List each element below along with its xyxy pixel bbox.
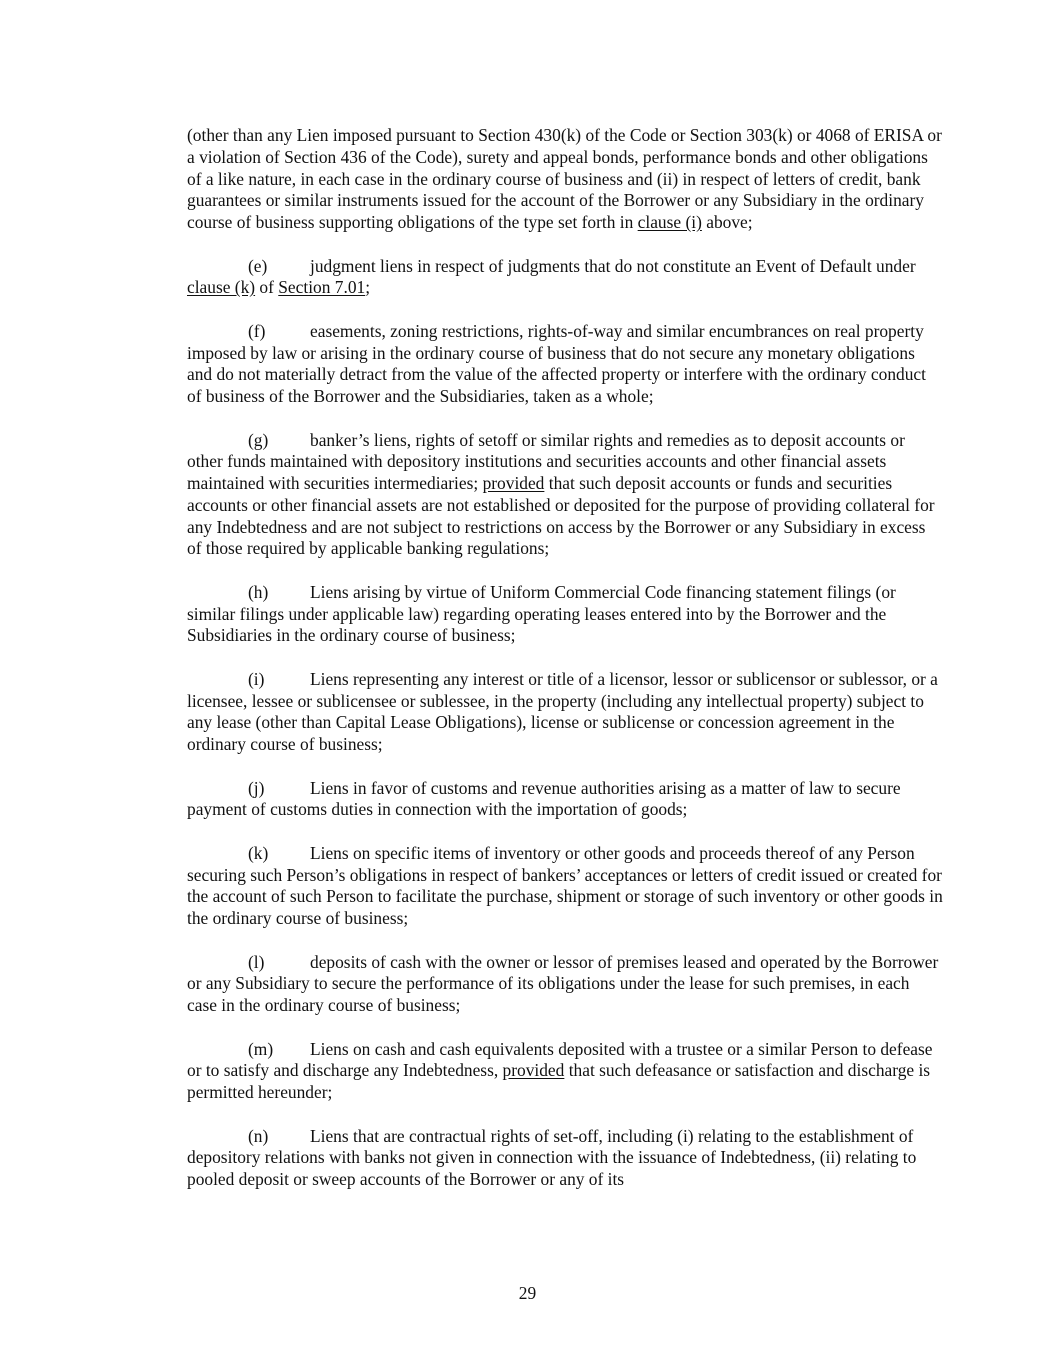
clause-g bbox=[187, 430, 943, 561]
clause-text: deposits of cash with the owner or lessor of premises leased and operated by the Borrower or any Subsidiary to secure the performance of its obligations under the lease for such premises, in each case in the ordinary course of business; bbox=[187, 951, 939, 1015]
continuation-text-1: (other than any Lien imposed pursuant to Section 430(k) of the Code or Section 303(k) or 4068 of ERISA or a violation of Section 436 of the Code), surety and appeal bonds, performance bonds and other obligations of a like nature, in each case in the ordinary course of business and (ii) in respect of letters of credit, bank guarantees or similar instruments issued for the account of the Borrower or any Subsidiary in the ordinary course of business supporting obligations of the type set forth in bbox=[187, 125, 942, 232]
document-body bbox=[187, 125, 943, 1191]
clause-h bbox=[187, 582, 943, 647]
clause-label: (j) bbox=[248, 777, 265, 798]
clause-j bbox=[187, 778, 943, 822]
clause-l bbox=[187, 952, 943, 1017]
clause-label: (f) bbox=[248, 320, 266, 341]
clause-label: (n) bbox=[248, 1125, 269, 1146]
clause-label: (e) bbox=[248, 255, 268, 276]
clause-e bbox=[187, 256, 943, 300]
clause-label: (i) bbox=[248, 668, 265, 689]
clause-k bbox=[187, 843, 943, 930]
clause-text: ; bbox=[365, 277, 371, 298]
section-7-01-reference: Section 7.01 bbox=[278, 277, 366, 298]
clause-text: Liens that are contractual rights of set-off, including (i) relating to the establishment of depository relations with banks not given in connection with the issuance of Indebtedness, (ii) relating to pooled deposit or sweep accounts of the Borrower or any of its bbox=[187, 1125, 917, 1189]
clause-text: of bbox=[255, 277, 279, 298]
continuation-text-2: above; bbox=[701, 212, 753, 232]
clause-k-reference: clause (k) bbox=[187, 277, 256, 298]
clause-label: (m) bbox=[248, 1038, 274, 1059]
clause-text: that such deposit accounts or funds and securities accounts or other financial assets are not established or deposited for the purpose of providing collateral for any Indebtedness and are not subject to restrictions on access by the Borrower or any Subsidiary in excess of those required by applicable banking regulations; bbox=[187, 473, 935, 559]
clause-text: that such defeasance or satisfaction and discharge is permitted hereunder; bbox=[187, 1060, 931, 1102]
continuation-paragraph bbox=[187, 125, 943, 234]
clause-i-reference: clause (i) bbox=[637, 212, 702, 232]
provided-term: provided bbox=[502, 1060, 565, 1081]
clause-label: (h) bbox=[248, 581, 269, 602]
clause-i bbox=[187, 669, 943, 756]
clause-text: judgment liens in respect of judgments that do not constitute an Event of Default under bbox=[310, 255, 916, 276]
clause-text: Liens on specific items of inventory or other goods and proceeds thereof of any Person securing such Person’s obligations in respect of bankers’ acceptances or letters of credit issued or created for the account of such Person to facilitate the purchase, shipment or storage of such inventory or other goods in the ordinary course of business; bbox=[187, 842, 943, 928]
provided-term: provided bbox=[482, 473, 545, 493]
clause-text: Liens on cash and cash equivalents deposited with a trustee or a similar Person to defease or to satisfy and discharge any Indebtedness, bbox=[187, 1038, 933, 1081]
clause-m bbox=[187, 1039, 943, 1104]
clause-f bbox=[187, 321, 943, 408]
clause-text: banker’s liens, rights of setoff or similar rights and remedies as to deposit accounts or other funds maintained with depository institutions and securities accounts and other financial assets maintained with securities intermediaries; bbox=[187, 429, 905, 493]
clause-text: easements, zoning restrictions, rights-of-way and similar encumbrances on real property imposed by law or arising in the ordinary course of business that do not secure any monetary obligations and do not materially detract from the value of the affected property or interfere with the ordinary conduct of business of the Borrower and the Subsidiaries, taken as a whole; bbox=[187, 320, 926, 406]
clause-label: (k) bbox=[248, 842, 269, 863]
clause-label: (l) bbox=[248, 951, 265, 972]
clause-n bbox=[187, 1126, 943, 1191]
clause-text: Liens arising by virtue of Uniform Commercial Code financing statement filings (or similar filings under applicable law) regarding operating leases entered into by the Borrower and the Subsidiaries in the ordinary course of business; bbox=[187, 581, 896, 646]
clause-text: Liens in favor of customs and revenue authorities arising as a matter of law to secure payment of customs duties in connection with the importation of goods; bbox=[187, 777, 901, 820]
clause-text: Liens representing any interest or title of a licensor, lessor or sublicensor or sublessor, or a licensee, lessee or sublicensee or sublessee, in the property (including any intellectual property) subject to any lease (other than Capital Lease Obligations), license or sublicense or concession agreement in the ordinary course of business; bbox=[187, 668, 938, 754]
page-number: 29 bbox=[518, 1283, 537, 1303]
clause-label: (g) bbox=[248, 429, 269, 450]
